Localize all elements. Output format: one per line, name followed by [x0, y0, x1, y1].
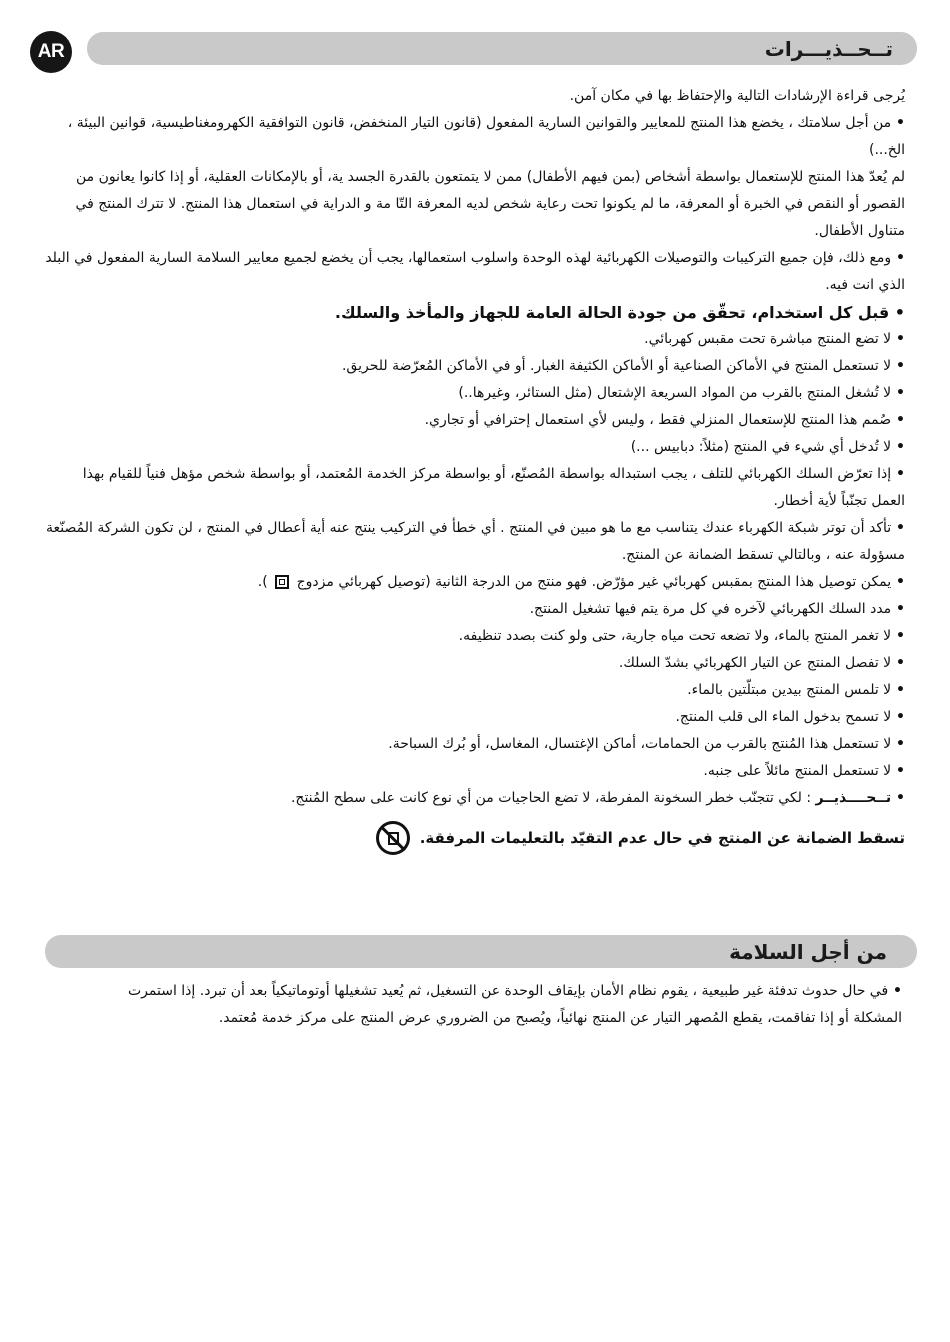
household-use-item: • صُمم هذا المنتج للإستعمال المنزلي فقط ، وليس لأي استعمال إحترافي أو تجاري. — [45, 407, 905, 434]
socket-item: • لا تضع المنتج مباشرة تحت مقبس كهربائي. — [45, 326, 905, 353]
insert-objects-item: • لا تُدخل أي شيء في المنتج (مثلاً: دبابيس ...) — [45, 434, 905, 461]
double-insulation-icon — [275, 575, 289, 589]
tilted-item: • لا تستعمل المنتج مائلاً على جنبه. — [45, 758, 905, 785]
unroll-cord-item: • مدد السلك الكهربائي لآخره في كل مرة يتم فيها تشغيل المنتج. — [45, 596, 905, 623]
guarantee-text: تسقط الضمانة عن المنتج في حال عدم التقيّد بالتعليمات المرفقة. — [419, 828, 905, 847]
thermal-protection-item: • في حال حدوث تدفئة غير طبيعية ، يقوم نظام الأمان بإيقاف الوحدة عن التسغيل، ثم يُعيد تشغيلها أوتوماتيكياً بعد أن تبرد. إذا استمرت المشكلة أو إذا تفاقمت، يقطع المُصهر التيار عن المنتج نهائياً، ويُصبح من الضروري عرض المنتج على مركز خدمة مُعتمد. — [90, 978, 902, 1032]
no-cover-icon — [376, 821, 410, 855]
safety-header-bar — [45, 935, 917, 968]
damaged-cord-item: • إذا تعرّض السلك الكهربائي للتلف ، يجب استبداله بواسطة المُصنّع، أو بواسطة مركز الخدمة المُعتمد، أو بواسطة شخص مؤهل فنياً للقيام بهذا العمل تجنّباً لأية أخطار. — [45, 461, 905, 515]
warnings-header-bar — [87, 32, 917, 65]
double-insulation-close: ). — [257, 574, 268, 590]
warnings-content — [45, 83, 905, 860]
double-insulation-text: يمكن توصيل هذا المنتج بمقبس كهربائي غير مؤرّض. فهو منتج من الدرجة الثانية (توصيل كهربائي مزدوج — [296, 574, 892, 590]
flammable-item: • لا تُشغل المنتج بالقرب من المواد السريعة الإشتعال (مثل الستائر، وغيرها..) — [45, 380, 905, 407]
overheating-warning-item — [45, 785, 905, 812]
safety-standards-item: • من أجل سلامتك ، يخضع هذا المنتج للمعايير والقوانين السارية المفعول (قانون التيار المنخفض، قانون التوافقية الكهرومغناطيسية، قوانين البيئة ، الخ...) — [45, 110, 905, 164]
language-badge — [30, 31, 72, 73]
safety-title: من أجل السلامة — [729, 939, 887, 964]
double-insulation-item — [45, 569, 905, 596]
installation-standards-item: • ومع ذلك، فإن جميع التركيبات والتوصيلات الكهربائية لهذه الوحدة واسلوب استعمالها، يجب أن يخضع لجميع معايير السلامة السارية المفعول في البلد الذي انت فيه. — [45, 245, 905, 299]
warning-label: تــحــــذيــر — [815, 790, 892, 806]
pull-cord-item: • لا تفصل المنتج عن التيار الكهربائي بشدّ السلك. — [45, 650, 905, 677]
warnings-title: تــحــذيـــرات — [764, 36, 893, 61]
guarantee-notice — [45, 816, 905, 860]
industrial-use-item: • لا تستعمل المنتج في الأماكن الصناعية أو الأماكن الكثيفة الغبار. أو في الأماكن المُعرّضة للحريق. — [45, 353, 905, 380]
check-before-use-item: • قبل كل استخدام، تحقّق من جودة الحالة العامة للجهاز والمأخذ والسلك. — [45, 299, 905, 326]
overheating-text: : لكي تتجنّب خطر السخونة المفرطة، لا تضع الحاجيات من أي نوع كانت على سطح المُنتج. — [290, 790, 812, 806]
water-immersion-item: • لا تغمر المنتج بالماء، ولا تضعه تحت مياه جارية، حتى ولو كنت بصدد تنظيفه. — [45, 623, 905, 650]
wet-hands-item: • لا تلمس المنتج بيدين مبتلّتين بالماء. — [45, 677, 905, 704]
voltage-item: • تأكد أن توتر شبكة الكهرباء عندك يتناسب مع ما هو مبين في المنتج . أي خطأ في التركيب ينتج عنه أية أعطال في المنتج ، لن تكون الشركة المُصنّعة مسؤولة عنه ، وبالتالي تسقط الضمانة عن المنتج. — [45, 515, 905, 569]
not-for-children-item: لم يُعدّ هذا المنتج للإستعمال بواسطة أشخاص (بمن فيهم الأطفال) ممن لا يتمتعون بالقدرة الجسد ية، أو بالإمكانات العقلية، أو إذا كانوا يعانون من القصور أو النقص في الخبرة أو المعرفة، ما لم يكونوا تحت رعاية شخص لديه المعرفة التّا مة و الدراية في استعمال هذا المنتج. لا تترك المنتج في متناول الأطفال. — [75, 169, 905, 239]
bathroom-item: • لا تستعمل هذا المُنتج بالقرب من الحمامات، أماكن الإغتسال، المغاسل، أو بُرك السباحة. — [45, 731, 905, 758]
language-badge-label: AR — [37, 41, 65, 62]
intro-text: يُرجى قراءة الإرشادات التالية والإحتفاظ بها في مكان آمن. — [569, 88, 905, 104]
safety-content — [90, 978, 902, 1032]
water-entry-item: • لا تسمح بدخول الماء الى قلب المنتج. — [45, 704, 905, 731]
